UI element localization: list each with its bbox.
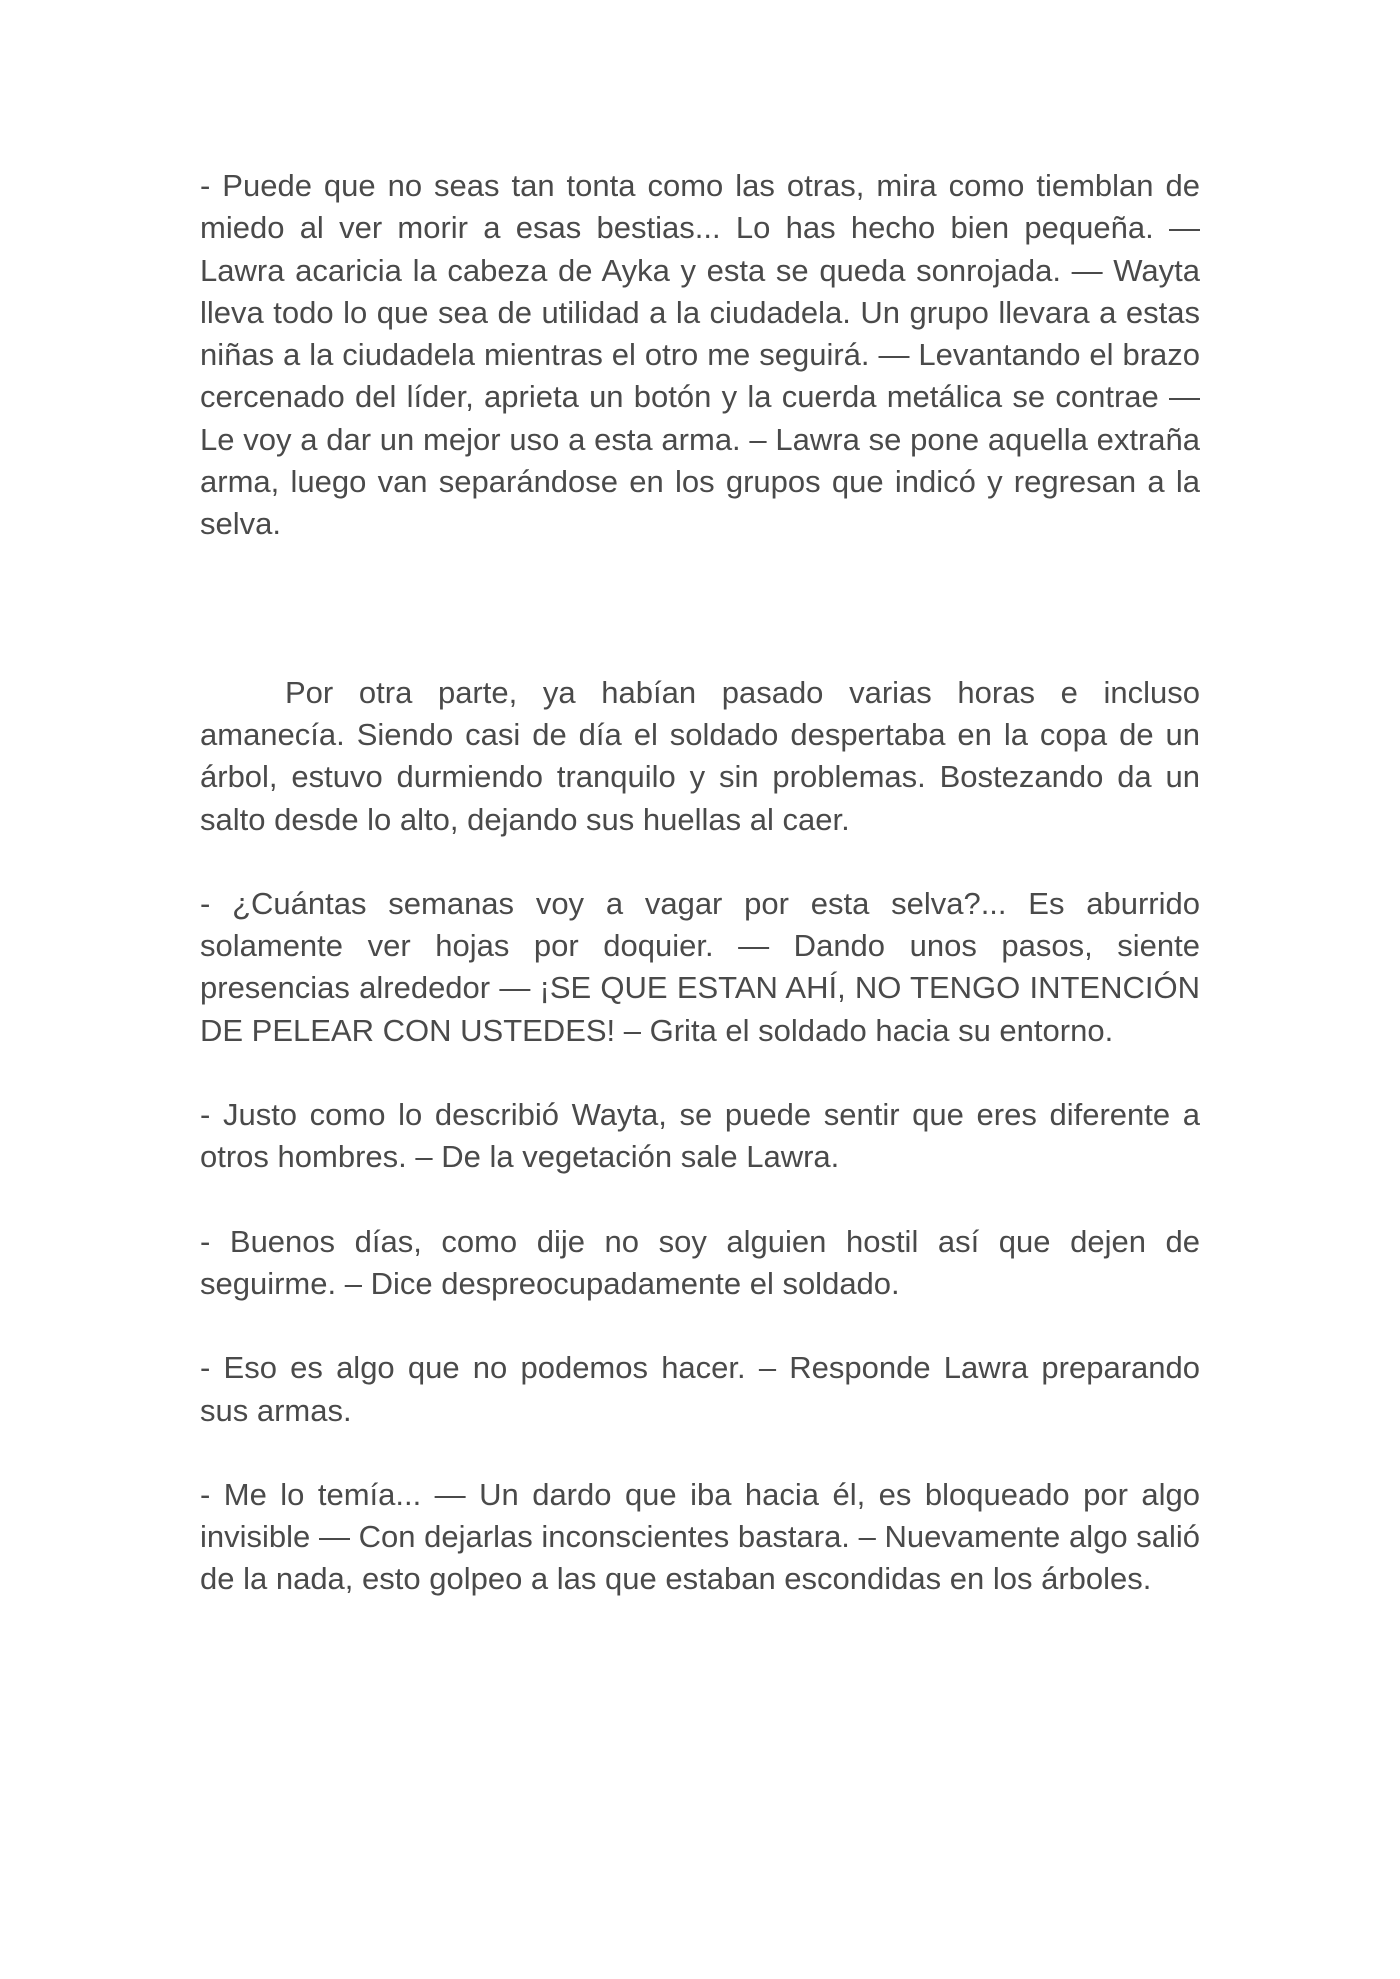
paragraph-dart-blocked: - Me lo temía... — Un dardo que iba hacia él, es bloqueado por algo invisible — Con dejarlas inconscientes bastara. – Nuevamente algo salió de la nada, esto golpeo a las que estaban escondidas en los árboles. — [200, 1476, 1200, 1597]
paragraph-lawra-speech: - Puede que no seas tan tonta como las otras, mira como tiemblan de miedo al ver morir a esas bestias... Lo has hecho bien pequeña. — Lawra acaricia la cabeza de Ayka y esta se queda sonrojada. — Wayta lleva todo lo que sea de utilidad a la ciudadela. Un grupo llevara a estas niñas a la ciudadela mientras el otro me seguirá. — Levantando el brazo cercenado del líder, aprieta un botón y la cuerda metálica se contrae — Le voy a dar un mejor uso a esta arma. – Lawra se pone aquella extraña arma, luego van separándose en los grupos que indicó y regresan a la selva. — [200, 168, 1200, 542]
paragraph-lawra-appears: - Justo como lo describió Wayta, se puede sentir que eres diferente a otros hombres. – De la vegetación sale Lawra. — [200, 1097, 1200, 1175]
paragraph-soldier-greeting: - Buenos días, como dije no soy alguien hostil así que dejen de seguirme. – Dice despreocupadamente el soldado. — [200, 1223, 1200, 1301]
paragraph-lawra-response: - Eso es algo que no podemos hacer. – Responde Lawra preparando sus armas. — [200, 1350, 1200, 1428]
document-page — [200, 165, 1200, 1643]
paragraph-soldier-shout: - ¿Cuántas semanas voy a vagar por esta selva?... Es aburrido solamente ver hojas por doquier. — Dando unos pasos, siente presencias alrededor — ¡SE QUE ESTAN AHÍ, NO TENGO INTENCIÓN DE PELEAR CON USTEDES! – Grita el soldado hacia su entorno. — [200, 885, 1200, 1048]
paragraph-narration-morning: Por otra parte, ya habían pasado varias horas e incluso amanecía. Siendo casi de día el soldado despertaba en la copa de un árbol, estuvo durmiendo tranquilo y sin problemas. Bostezando da un salto desde lo alto, dejando sus huellas al caer. — [200, 674, 1200, 837]
